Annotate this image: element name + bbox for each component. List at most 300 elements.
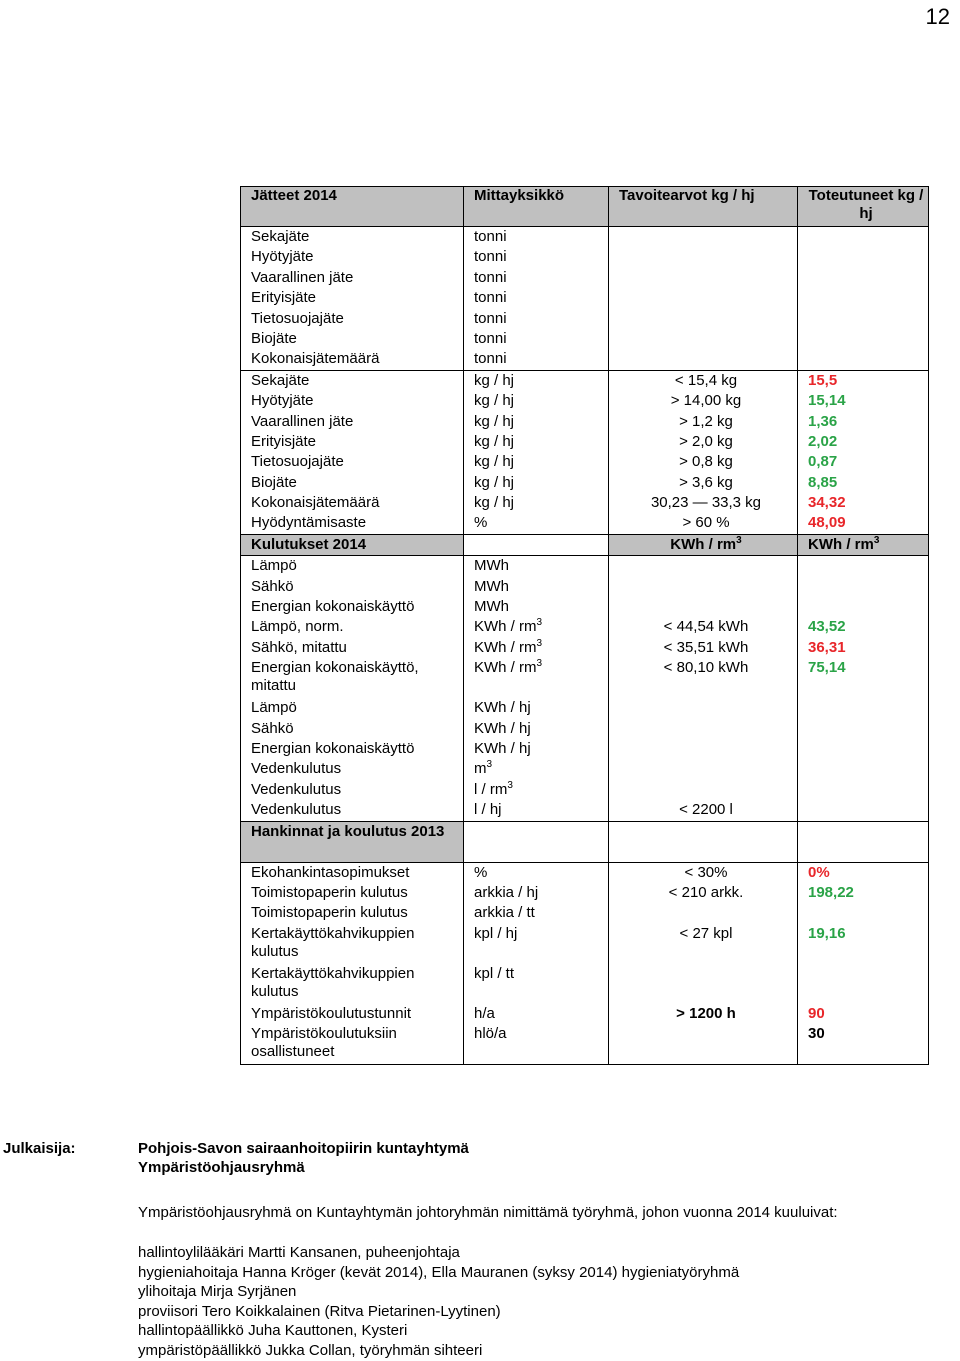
row-actual (798, 964, 929, 1004)
row-label (241, 391, 464, 411)
row-label (241, 1004, 464, 1024)
row-actual (798, 309, 929, 329)
row-unit (464, 493, 609, 513)
table-row (241, 513, 929, 534)
table-row (241, 288, 929, 308)
superscript: 3 (536, 658, 543, 670)
row-actual (798, 698, 929, 718)
row-target-text: > 1,2 kg (679, 412, 733, 430)
row-label-text: Toimistopaperin kulutus (251, 904, 408, 922)
row-label-text: Vedenkulutus (251, 760, 342, 778)
row-label (241, 739, 464, 759)
page-number: 12 (925, 4, 950, 29)
row-target (609, 883, 798, 903)
row-actual (798, 391, 929, 411)
row-unit (464, 329, 609, 349)
row-unit (464, 556, 609, 577)
row-actual (798, 556, 929, 577)
table-row (241, 309, 929, 329)
row-unit (464, 597, 609, 617)
row-target-text: < 210 arkk. (668, 883, 744, 901)
row-label-text: Tietosuojajäte (251, 453, 344, 471)
row-actual (798, 759, 929, 779)
row-target-text: > 60 % (682, 514, 730, 532)
row-label-text: Vedenkulutus (251, 801, 342, 819)
row-unit (464, 658, 609, 698)
table-row (241, 452, 929, 472)
row-label-text: Vedenkulutus (251, 780, 342, 798)
publisher-block (138, 1139, 469, 1177)
row-unit (464, 964, 609, 1004)
table-row (241, 780, 929, 800)
row-label (241, 800, 464, 821)
row-target (609, 370, 798, 391)
row-target (609, 964, 798, 1004)
row-actual (798, 1004, 929, 1024)
row-label-text: Energian kokonaiskäyttö (251, 739, 415, 757)
row-actual (798, 412, 929, 432)
row-actual (798, 534, 929, 555)
header-target: Tavoitearvot kg / hj (609, 187, 798, 227)
row-label (241, 658, 464, 698)
row-label-text: Sähkö (251, 577, 294, 595)
row-actual (798, 349, 929, 370)
row-target (609, 1024, 798, 1065)
row-target (609, 309, 798, 329)
row-label-text: Lämpö, norm. (251, 618, 344, 636)
table-row (241, 577, 929, 597)
row-label-text: Lämpö (251, 699, 297, 717)
table-row (241, 349, 929, 370)
table-row (241, 556, 929, 577)
row-label-text: Kokonaisjätemäärä (251, 494, 380, 512)
superscript: 3 (507, 779, 513, 791)
row-target-text: > 14,00 kg (670, 392, 742, 410)
row-unit-text: KWh / rm (474, 638, 537, 656)
row-label (241, 883, 464, 903)
row-unit-text: kpl / tt (474, 964, 515, 982)
row-unit (464, 719, 609, 739)
table-row (241, 800, 929, 821)
row-label (241, 617, 464, 637)
row-unit (464, 780, 609, 800)
row-actual (798, 288, 929, 308)
row-label-text: Vaarallinen jäte (251, 268, 354, 286)
table-row (241, 903, 929, 923)
member-item: hallintoylilääkäri Martti Kansanen, puheenjohtaja (138, 1244, 460, 1261)
row-label-text: Sekajäte (251, 228, 310, 245)
row-unit-text: hlö/a (474, 1025, 507, 1043)
row-target (609, 391, 798, 411)
header-unit: Mittayksikkö (464, 187, 609, 227)
row-unit-text: l / rm (474, 780, 508, 798)
row-label-text: Ympäristökoulutuksiin osallistuneet (251, 1025, 397, 1061)
member-item: ympäristöpäällikkö Jukka Collan, työryhmän sihteeri (138, 1341, 483, 1359)
row-label-text: Erityisjäte (251, 289, 317, 307)
row-target-text: < 35,51 kWh (663, 638, 749, 656)
row-actual-text: 8,85 (808, 473, 838, 491)
row-actual (798, 1024, 929, 1065)
table-row (241, 759, 929, 779)
row-label-text: Hyödyntämisaste (251, 514, 367, 532)
row-label-text: Sähkö (251, 719, 294, 737)
row-unit (464, 1024, 609, 1065)
superscript: 3 (736, 534, 742, 546)
row-unit (464, 349, 609, 370)
row-unit-text: tonni (474, 268, 507, 286)
row-label (241, 268, 464, 288)
header-actual: Toteutuneet kg / hj (798, 187, 929, 227)
member-item: ylihoitaja Mirja Syrjänen (138, 1283, 297, 1300)
table-row (241, 412, 929, 432)
row-label-text: Biojäte (251, 329, 297, 347)
row-label (241, 964, 464, 1004)
row-actual-text: 0% (808, 863, 830, 881)
row-label-text: Hankinnat ja koulutus 2013 (251, 822, 445, 840)
row-target (609, 617, 798, 637)
row-unit (464, 247, 609, 267)
row-label-text: Vaarallinen jäte (251, 412, 354, 430)
row-label (241, 432, 464, 452)
row-target-text: KWh / rm (670, 535, 737, 553)
row-actual-text: 43,52 (808, 618, 846, 636)
row-label (241, 862, 464, 883)
row-label-text: Sähkö, mitattu (251, 638, 347, 656)
row-unit (464, 452, 609, 472)
row-label-text: Sekajäte (251, 371, 310, 389)
row-unit-text: arkkia / hj (474, 883, 539, 901)
header-category: Jätteet 2014 (241, 187, 464, 227)
row-unit (464, 268, 609, 288)
row-target (609, 924, 798, 964)
table-row (241, 739, 929, 759)
row-target (609, 534, 798, 555)
row-unit-text: kg / hj (474, 371, 515, 389)
row-unit (464, 739, 609, 759)
row-unit-text: MWh (474, 577, 509, 595)
row-label (241, 577, 464, 597)
row-target (609, 247, 798, 267)
row-actual (798, 658, 929, 698)
row-label (241, 473, 464, 493)
row-label-text: Biojäte (251, 473, 297, 491)
row-unit (464, 800, 609, 821)
row-actual (798, 903, 929, 923)
row-actual-text: 30 (808, 1025, 825, 1043)
row-label (241, 288, 464, 308)
table-row (241, 432, 929, 452)
row-actual-text: KWh / rm (808, 535, 874, 553)
table-row (241, 227, 929, 248)
member-item: hygieniahoitaja Hanna Kröger (kevät 2014), Ella Mauranen (syksy 2014) hygieniatyöryhmä (138, 1263, 740, 1281)
row-target-text: > 3,6 kg (679, 473, 733, 491)
row-target (609, 452, 798, 472)
table-row (241, 658, 929, 698)
row-target-text: < 15,4 kg (674, 371, 738, 389)
row-target (609, 739, 798, 759)
row-label (241, 597, 464, 617)
row-unit-text: kg / hj (474, 494, 515, 512)
row-label (241, 412, 464, 432)
table-row (241, 719, 929, 739)
row-label-text: Toimistopaperin kulutus (251, 883, 408, 901)
row-actual-text: 36,31 (808, 638, 846, 656)
row-actual (798, 227, 929, 248)
table-row (241, 1024, 929, 1065)
row-unit-text: KWh / hj (474, 719, 531, 737)
section-header-row (241, 821, 929, 862)
row-actual-text: 75,14 (808, 659, 846, 677)
row-unit (464, 862, 609, 883)
row-target-text: < 2200 l (679, 801, 733, 819)
row-actual-text: 2,02 (808, 432, 838, 450)
row-unit-text: tonni (474, 248, 507, 266)
row-unit-text: MWh (474, 598, 509, 616)
row-target (609, 493, 798, 513)
superscript: 3 (536, 637, 543, 649)
row-target (609, 577, 798, 597)
row-unit (464, 370, 609, 391)
table-row (241, 638, 929, 658)
row-actual-text: 34,32 (808, 494, 846, 512)
table-row (241, 247, 929, 267)
row-target-text: < 27 kpl (679, 924, 733, 942)
row-target (609, 780, 798, 800)
row-unit-text: kg / hj (474, 392, 515, 410)
row-actual-text: 1,36 (808, 412, 838, 430)
row-label (241, 534, 464, 555)
row-label-text: Hyötyjäte (251, 248, 314, 266)
table-row (241, 473, 929, 493)
row-actual (798, 268, 929, 288)
row-target (609, 329, 798, 349)
row-unit (464, 1004, 609, 1024)
row-actual (798, 924, 929, 964)
row-unit (464, 391, 609, 411)
publisher-label: Julkaisija: (3, 1140, 76, 1157)
table-row (241, 268, 929, 288)
row-label-text: Lämpö (251, 557, 297, 575)
row-label (241, 903, 464, 923)
row-actual-text: 90 (808, 1004, 825, 1022)
row-label (241, 821, 464, 862)
table-row (241, 493, 929, 513)
report-table-body (241, 187, 929, 1065)
row-target (609, 432, 798, 452)
row-unit-text: m (474, 760, 487, 778)
row-unit (464, 473, 609, 493)
row-unit (464, 903, 609, 923)
section-header-row (241, 534, 929, 555)
row-unit-text: KWh / hj (474, 739, 531, 757)
row-target-text: 30,23 — 33,3 kg (650, 494, 762, 512)
row-target (609, 903, 798, 923)
row-target (609, 227, 798, 248)
row-target (609, 698, 798, 718)
table-row (241, 964, 929, 1004)
row-target-text: > 1200 h (676, 1004, 736, 1022)
table-header-row (241, 187, 929, 227)
row-label-text: Kulutukset 2014 (251, 535, 367, 553)
row-actual (798, 329, 929, 349)
group-description: Ympäristöohjausryhmä on Kuntayhtymän johtoryhmän nimittämä työryhmä, johon vuonna 2014 kuuluivat: (138, 1204, 838, 1221)
row-actual (798, 739, 929, 759)
row-unit-text: KWh / rm (474, 618, 537, 636)
row-actual-text: 15,5 (808, 371, 838, 389)
row-actual (798, 493, 929, 513)
row-label (241, 780, 464, 800)
row-target (609, 513, 798, 534)
row-label-text: Erityisjäte (251, 432, 317, 450)
row-target (609, 800, 798, 821)
table-row (241, 597, 929, 617)
row-unit (464, 617, 609, 637)
row-label-text: Tietosuojajäte (251, 309, 344, 327)
row-actual (798, 577, 929, 597)
publisher-group: Ympäristöohjausryhmä (138, 1159, 305, 1176)
row-label (241, 247, 464, 267)
row-label (241, 513, 464, 534)
row-label (241, 638, 464, 658)
table-row (241, 391, 929, 411)
row-target (609, 412, 798, 432)
row-label (241, 329, 464, 349)
member-list (138, 1243, 739, 1360)
table-row (241, 329, 929, 349)
superscript: 3 (486, 759, 493, 771)
row-unit-text: kg / hj (474, 473, 515, 491)
row-actual (798, 513, 929, 534)
row-target-text: > 2,0 kg (679, 432, 733, 450)
row-actual (798, 821, 929, 862)
row-unit-text: l / hj (474, 801, 502, 819)
row-target (609, 288, 798, 308)
row-unit-text: tonni (474, 350, 507, 368)
row-actual (798, 883, 929, 903)
row-unit (464, 412, 609, 432)
row-label-text: Kertakäyttökahvikuppien kulutus (251, 924, 415, 960)
row-actual (798, 473, 929, 493)
row-unit (464, 924, 609, 964)
row-target (609, 268, 798, 288)
row-unit (464, 432, 609, 452)
superscript: 3 (873, 534, 880, 546)
table-row (241, 370, 929, 391)
row-target-text: < 80,10 kWh (663, 659, 749, 677)
row-target (609, 597, 798, 617)
row-target (609, 719, 798, 739)
row-target (609, 862, 798, 883)
member-item: proviisori Tero Koikkalainen (Ritva Pietarinen-Lyytinen) (138, 1302, 501, 1320)
environment-report-table (240, 186, 929, 1065)
table-row (241, 924, 929, 964)
row-unit-text: tonni (474, 329, 507, 347)
table-row (241, 617, 929, 637)
row-unit (464, 227, 609, 248)
row-target (609, 759, 798, 779)
row-unit-text: MWh (474, 557, 509, 575)
row-label (241, 698, 464, 718)
row-unit (464, 534, 609, 555)
row-target-text: < 44,54 kWh (663, 618, 749, 636)
row-actual (798, 638, 929, 658)
row-target (609, 556, 798, 577)
row-unit-text: KWh / hj (474, 699, 531, 717)
row-target (609, 638, 798, 658)
row-unit (464, 883, 609, 903)
row-label (241, 719, 464, 739)
row-actual-text: 48,09 (808, 514, 846, 532)
row-actual-text: 19,16 (808, 924, 846, 942)
row-unit-text: tonni (474, 309, 507, 327)
row-actual (798, 862, 929, 883)
row-actual (798, 780, 929, 800)
row-label-text: Energian kokonaiskäyttö (251, 598, 415, 616)
row-unit (464, 513, 609, 534)
row-unit (464, 288, 609, 308)
row-label (241, 227, 464, 248)
table-row (241, 698, 929, 718)
publisher-name: Pohjois-Savon sairaanhoitopiirin kuntayhtymä (138, 1140, 469, 1157)
row-unit-text: kg / hj (474, 432, 515, 450)
table-row (241, 862, 929, 883)
row-actual (798, 719, 929, 739)
row-label (241, 1024, 464, 1065)
row-label-text: Ympäristökoulutustunnit (251, 1004, 412, 1022)
row-unit (464, 821, 609, 862)
row-actual (798, 597, 929, 617)
row-unit-text: kg / hj (474, 412, 515, 430)
row-actual (798, 247, 929, 267)
row-label (241, 924, 464, 964)
row-target (609, 1004, 798, 1024)
row-target-text: > 0,8 kg (679, 453, 733, 471)
row-label (241, 309, 464, 329)
row-label (241, 452, 464, 472)
table-row (241, 1004, 929, 1024)
row-unit-text: arkkia / tt (474, 904, 535, 922)
row-unit-text: tonni (474, 228, 507, 245)
row-unit-text: tonni (474, 289, 507, 307)
row-unit (464, 577, 609, 597)
row-target (609, 473, 798, 493)
row-actual (798, 617, 929, 637)
row-label-text: Energian kokonaiskäyttö, mitattu (251, 659, 419, 695)
row-target (609, 349, 798, 370)
row-target-text: < 30% (684, 863, 728, 881)
table-row (241, 883, 929, 903)
row-unit (464, 309, 609, 329)
row-label-text: Hyötyjäte (251, 392, 314, 410)
row-label (241, 349, 464, 370)
row-unit-text: h/a (474, 1004, 495, 1022)
row-unit-text: % (474, 514, 488, 532)
row-unit-text: kpl / hj (474, 924, 518, 942)
row-unit-text: kg / hj (474, 453, 515, 471)
row-label (241, 556, 464, 577)
row-unit (464, 698, 609, 718)
row-unit (464, 759, 609, 779)
row-label-text: Ekohankintasopimukset (251, 863, 410, 881)
row-label (241, 493, 464, 513)
row-unit (464, 638, 609, 658)
row-label-text: Kertakäyttökahvikuppien kulutus (251, 964, 415, 1000)
row-target (609, 658, 798, 698)
row-unit-text: KWh / rm (474, 659, 537, 677)
superscript: 3 (536, 617, 543, 629)
row-actual-text: 198,22 (808, 883, 854, 901)
member-item: hallintopäällikkö Juha Kauttonen, Kysteri (138, 1322, 408, 1339)
